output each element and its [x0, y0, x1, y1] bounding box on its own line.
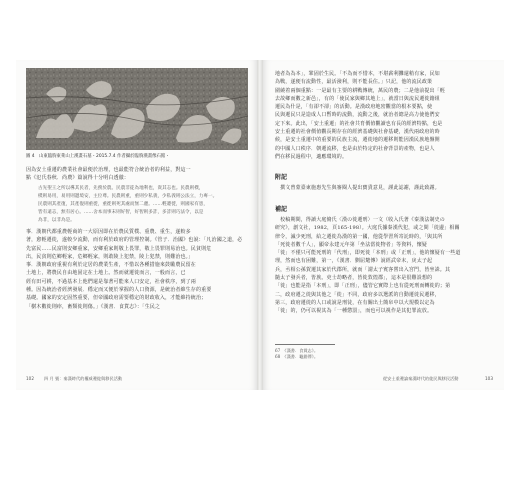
text-line: 安土重遷的社會價值觀長期存在的經濟基礎與社會基礎，漢代兩政府的時 [275, 129, 440, 136]
quote-line: 皆有遠志，無有居心。……舍本而事末則好智，好智則多詐，多詐則巧法令，以是 [38, 210, 204, 215]
footnote: 68 《漢書．龜錯傳》。 [275, 354, 319, 359]
text-line: 隨太子發兵者，皆族。吏士劫略者，皆徙敦煌郡」，這本是很難設想的 [275, 275, 433, 282]
text-line: 「徙」也能是指「本刑」，即「正刑」，儘管它實際上也有從死刑而轉徙的；第 [275, 283, 451, 290]
right-page-number: 103 [485, 376, 493, 381]
footnote-rule [275, 344, 335, 345]
text-line: 理，然而也有困難，第一，《漢書．劉屈氂傳》說經武帝末，戾太子起 [275, 258, 433, 265]
text-line: 遷民為什是，「有卻不卻」的活動。是漢政府地密觀當的根本要點，使 [275, 104, 433, 111]
text-line: 經有田可耕，不過基本上他們還是靠著可能來人口安定，社會秩序，到了兩 [26, 278, 196, 285]
appendix-text: 撰文曾蒙臺東施惠先生與審閱人提出寶貴意見，謹此誌謝，謹此致謝。 [275, 185, 440, 191]
text-line: 事．漢朝代都重農輕商的一大原因即在於農民質樸、重農、重生，遂較多 [26, 229, 191, 235]
text-line: 二，政府遷之徙與其他之「徙」不同，政府多以選派的自動遷徙民遷移， [275, 291, 440, 298]
text-line: 著，愈輕遷徙，遂較少流動，而有利於政府的管理控制。《管子．治國》也說：「凡治國之道，必 [26, 237, 243, 244]
text-line: 點《氾氏春秋．尚農》篇說得十分明白透徹： [26, 175, 130, 182]
quote-line: 為非，以非為是。 [38, 218, 75, 223]
text-line: 「死徙者數千人」，顯帝永建元年第「坐法當徙物者」等資料，懷疑 [275, 241, 428, 248]
text-line: 先富民……民富則安鄉重家，安鄉重家則敬上畏罪，敬上畏罪則易治也。民貧則危 [26, 245, 212, 252]
quote-line: 樸則易用，易用則邊境安，主位尊。民農則重，重則少私義，少私義則公法立，力專一。 [38, 194, 218, 199]
text-line: 兵，丞相公孫賀遷其家於代郡所，就而「謂太子賓客嘗出入宮門，皆坐誅。其 [275, 266, 451, 273]
section-heading-appendix: 附記 [275, 174, 288, 181]
text-line: 第三，政府遷徙的人口或說是刑徒，在有關出土簡帛中以大規模以定為 [275, 299, 435, 306]
text-line: 們在移民過程中，適應環境的。 [275, 153, 348, 160]
text-line: 「徙」不僅只可能死刑的「代刑」，即死徙「本刑」或「正刑」，他的懷疑有一些道 [275, 250, 461, 257]
block-quote [38, 185, 246, 225]
text-line: 研究》，創文社，1982，頁165-198）。大庭氏據秦漢代犯，或之間「徙邊」相關 [275, 225, 460, 232]
text-line: 事．漢朝政府重視有利於定居的農業生產，不惜以各種措施來鼓勵農民留在 [26, 262, 196, 269]
left-body-bottom [26, 228, 248, 311]
text-line: 「樹木數徙則瘁，畜類徙則傷。」《漢書．食貨志》：「生民之 [26, 303, 161, 310]
left-body-top [26, 166, 248, 183]
text-line: 圍繞着兩個重點：一是最有主要的耕戰傳統，萬民的農；二是他前提出「輕 [275, 87, 445, 94]
text-line: 「徙」的，仍可以視其為「一種懲罰」，而也可以視作是其犯罪流放。 [275, 308, 433, 315]
left-running-title: 四 月 號：秦漢時代的權威遷徙與移民活動 [44, 376, 123, 381]
text-line: 候，是安土重遷中的重要的民族主流，遷徙地的遷移則能因漢民族地盤開 [275, 137, 440, 144]
text-line: 出，民貧則危鄉輕家，危鄉輕家，則敢陵上犯禁，陵上犯禁，則難治也。」 [26, 253, 194, 260]
text-line: 民與遷民只是造成人口暫時的流動，流動之後，就治者總是高力使他們安 [275, 112, 440, 119]
text-line: 種。因為統治者經濟發展．穩定而又便於掌握的人口資源，是統治者維生存的重要 [26, 287, 212, 294]
section-heading-addendum: 補記 [275, 206, 288, 213]
text-line: 定下來。此出，「安土重遷」的社會共育價值觀讀也有長的經濟特點，也是 [275, 120, 443, 127]
right-page [263, 60, 504, 390]
stone-relief-photo [26, 68, 248, 150]
text-line: 去故鄉而數之新邑」，有的「使民家與鄉其地上」，就當日與流民遷徙籍組 [275, 95, 440, 102]
text-line: 基礎。國家的安定固然重要，但帝國政府需要穩定的財政收入，才能維持統治； [26, 295, 207, 302]
right-running-title: 從安土重遷論秦漢時代的徙民與移民活動 [383, 376, 459, 381]
text-line: 的中國人口秩序．朝遷流移，也是由於特定的社會背景的產物，也是人 [275, 145, 435, 152]
quote-line: 古先聖王之所以導其民者，先務於農。民農非徒為地利也，貴其志也。民農則樸， [38, 186, 204, 191]
text-line: 地者為為本」，鞏固於生民。「不為而不惜本，不堪薪利攤還稍有家，民如 [275, 71, 440, 77]
footnote: 67 《漢書．食貨志》。 [275, 348, 319, 353]
left-page [16, 60, 257, 390]
book-spread [16, 60, 504, 390]
text-line: 因為安土重遷的農業社會最便於治理，也最能符合統治者的利益，對這一 [26, 167, 191, 173]
text-line: 律令，滅少死刑，給之遷徙為漢的第一國，他從學習所寄託時的，「與其所 [275, 233, 443, 240]
text-line: 土地上，將農民自由地固定在土地上。然而就遷徙而言，一般而言，已 [26, 270, 186, 277]
footnotes [275, 348, 475, 360]
figure-caption: 圖 4 山東臨朐東萊山上漢畫石墓・2015.7.4 作者攝於臨朐漢畫像石館・ [26, 154, 170, 159]
quote-line: 民農則其產復，其產復則重徙，重徙則死其處而無二慮。……輕遷徙，則國家有患， [38, 202, 208, 207]
text-line: 為戰，遂便有流動性，最活潑利，則不能長住。」只記，他的流民政策 [275, 79, 433, 86]
text-line: 校稿期間，得讀大庭脩氏〈漢の徙遷刑〉一文（收入氏著《秦漢法制史の [275, 217, 445, 223]
right-body-bottom [275, 216, 495, 316]
left-page-number: 102 [26, 376, 34, 381]
right-body-top [275, 70, 495, 161]
